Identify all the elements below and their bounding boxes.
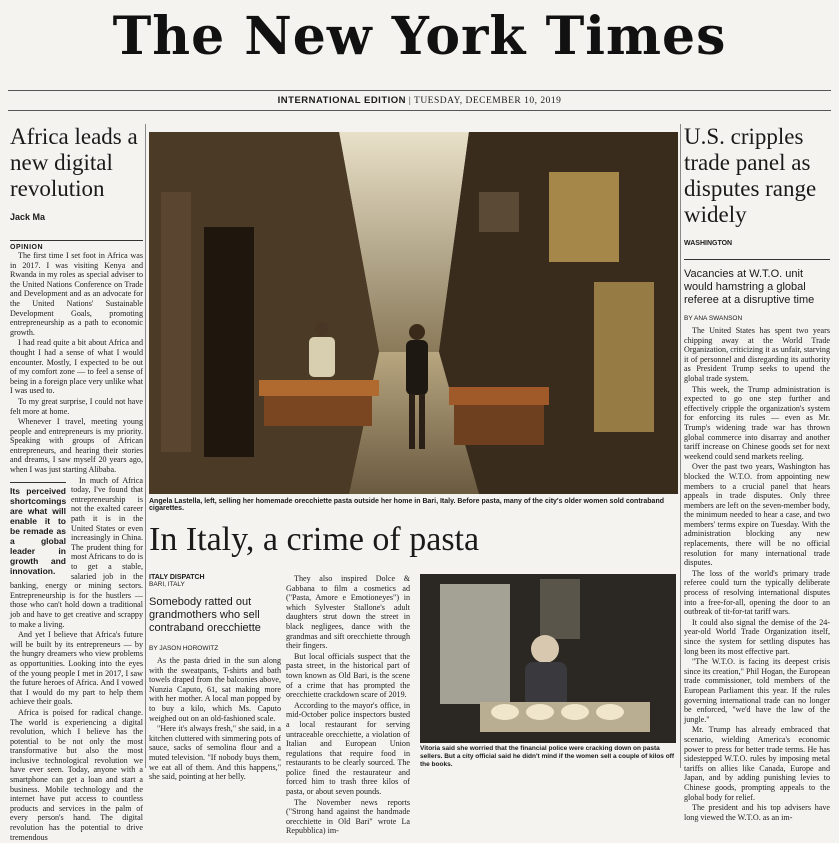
right-byline: BY ANA SWANSON: [684, 315, 743, 322]
paragraph: They also inspired Dolce & Gabbana to film a cosmetics ad ("Pasta, Amore e Emotioneyes") in which Sylvester Stallone's adult daughters strut down the street in black negligees, dance with the grandmas and sift orecchiette through their fingers.: [286, 574, 410, 651]
paragraph: "The W.T.O. is facing its deepest crisis since its creation," Phil Hogan, the European trade commissioner, told members of the European Parliament this year. If the rules governing international trade can no longer be enforced, "we'd have the law of the jungle.": [684, 657, 830, 724]
main-photo-caption: Angela Lastella, left, selling her homemade orecchiette pasta outside her home in Bari, Italy. Before pasta, many of the city's older women sold contraband cigarettes.: [149, 498, 664, 512]
paragraph: And yet I believe that Africa's future will be built by its entrepreneurs — by the hungry dreamers who view problems as opportunities. Looking into the eyes of the young people I met in 2017, I saw the future heroes of Africa. And I vowed that I would do my part to help them achieve their goals.: [10, 630, 143, 707]
italy-byline: BY JASON HOROWITZ: [149, 645, 219, 652]
edition-dateline: [0, 95, 839, 106]
paragraph: In much of Africa today, I've found that entrepreneurship is not the exalted career path it is in the United States or even increasingly in China. The prudent thing for most Africans to do is to get a stable, salaried job in the banking, energy or mining sectors. Entrepreneurship is for the hustlers — those who can't hold down a traditional job and have to get creative and scrappy to make a living.: [10, 475, 143, 629]
italy-article-col1: [149, 574, 281, 783]
dateline-rule: [8, 110, 831, 111]
paragraph: According to the mayor's office, in mid-October police inspectors busted a local restaurant for serving untraceable orecchiette, a violation of Italian and European Union regulations that require food in restaurants to be clearly sourced. The police fined the restaurateur and forced him to trash three kilos of pasta, or about seven pounds.: [286, 700, 410, 797]
column-divider: [145, 124, 146, 768]
newspaper-title: The New York Times: [112, 6, 727, 67]
italy-kicker: ITALY DISPATCH: [149, 574, 205, 581]
pasta-seller-photo[interactable]: [420, 574, 676, 743]
dateline-separator: |: [408, 96, 412, 106]
right-dateline: WASHINGTON: [684, 240, 733, 247]
masthead-rule: [8, 90, 831, 91]
paragraph: The United States has spent two years chipping away at the World Trade Organization, criticizing it as unfair, starving it of personnel and disregarding its authority as President Trump seeks to upend the global trade system.: [684, 326, 830, 383]
paragraph: The president and his top advisers have long viewed the W.T.O. as an im-: [684, 803, 830, 822]
paragraph: To my great surprise, I could not have felt more at home.: [10, 396, 143, 416]
italy-article-col2: [286, 574, 410, 837]
pasta-seller-image: [420, 574, 676, 743]
left-body: [10, 251, 143, 842]
pasta-photo-caption: Vitoria said she worried that the financial police were cracking down on pasta sellers. But a city official said he didn't mind if the women sell a couple of kilos off the books.: [420, 745, 675, 768]
left-byline: Jack Ma: [10, 212, 46, 222]
paragraph: Whenever I travel, meeting young people and entrepreneurs is my priority. Speaking with groups of African entrepreneurs, and hearing their stories and dreams, I saw myself 20 years ago, when I was just starting Alibaba.: [10, 417, 143, 475]
italy-dateline: BARI, ITALY: [149, 581, 185, 588]
paragraph: The first time I set foot in Africa was in 2017. I was visiting Kenya and Rwanda in my roles as special adviser to the United Nations Conference on Trade and Development and as an advocate for the United Nations' Sustainable Development Goals, promoting entrepreneurship as a path to economic growth.: [10, 251, 143, 337]
pull-quote: Its perceived shortcomings are what will enable it to be remade as a global leader in growth and innovation.: [10, 482, 66, 576]
paragraph: As the pasta dried in the sun along with the sweatpants, T-shirts and bath towels draped from the balconies above, Nunzia Caputo, 61, sat making more with her mother. A local man popped by to buy a kilo, which Ms. Caputo weighed out on an old-fashioned scale.: [149, 656, 281, 723]
main-photo[interactable]: [149, 132, 678, 494]
edition-label: INTERNATIONAL EDITION: [277, 95, 407, 106]
alley-scene-image: [149, 132, 678, 494]
left-article: [10, 124, 143, 843]
paragraph: I had read quite a bit about Africa and thought I had a sense of what I would encounter. Mostly, I expected to be out of my comfort zone — to feel a sense of being in a foreign place very unlike what I was used to.: [10, 338, 143, 396]
paragraph: This week, the Trump administration is expected to go one step further and effectively cripple the organization's system for enforcing its rules — even as Mr. Trump's widening trade war has thrown global commerce into disarray and another tariff increase on Chinese goods set for next weekend could send markets reeling.: [684, 384, 830, 461]
italy-headline[interactable]: In Italy, a crime of pasta: [149, 521, 480, 558]
left-headline[interactable]: Africa leads a new digital revolution: [10, 124, 138, 201]
italy-subhead: Somebody ratted out grandmothers who sell contraband orecchiette: [149, 596, 261, 634]
section-label: OPINION: [10, 240, 143, 251]
paragraph: Africa is poised for radical change. The world is experiencing a digital revolution, which I believe has the potential to be not only the most transformative but also the most inclusive technological revolution we have ever seen. Today, anyone with a smartphone can get a loan and start a business. Mobile technology and the internet have put access to countless products and services in the palm of every person's hand. The digital revolution has the potential to drive tremendous: [10, 707, 143, 842]
paragraph: The loss of the world's primary trade referee could turn the typically deliberate process of resolving international disputes into a free-for-all, opening the door to an outbreak of tit-for-tat tariff wars.: [684, 568, 830, 617]
column-divider: [680, 124, 681, 768]
right-article: [684, 124, 830, 823]
issue-date: TUESDAY, DECEMBER 10, 2019: [414, 96, 562, 106]
paragraph: The November news reports ("Strong hand against the handmade orecchiette in Old Bari" wrote La Repubblica) im-: [286, 797, 410, 836]
masthead: [0, 0, 839, 112]
right-headline[interactable]: U.S. cripples trade panel as disputes range widely: [684, 124, 817, 227]
paragraph: It could also signal the demise of the 24-year-old World Trade Organization itself, since the system for settling disputes has long been its most effective part.: [684, 617, 830, 656]
right-subhead: Vacancies at W.T.O. unit would hamstring a global referee at a disruptive time: [684, 259, 830, 307]
paragraph: But local officials suspect that the pasta street, in the historical part of town known as Old Bari, is the scene of a crime that has prompted the orecchiette crackdown scare of 2019.: [286, 651, 410, 700]
paragraph: Over the past two years, Washington has blocked the W.T.O. from appointing new members to a crucial panel that hears appeals in trade disputes. Only three members are left on the seven-member body, the minimum needed to hear a case, and two members' terms expire on Tuesday. With the administration blocking any new replacements, there will be no official resolution for many international trade disputes.: [684, 462, 830, 568]
paragraph: "Here it's always fresh," she said, in a kitchen cluttered with simmering pots of sauce, sacks of semolina flour and a muted television. "If nobody buys them, we eat all of them. And this happens," she said, pointing at her belly.: [149, 724, 281, 782]
paragraph: Mr. Trump has already embraced that scenario, wielding America's economic power to press for better trade terms. He has sidestepped W.T.O. rules by imposing metal tariffs on allies like Canada, Europe and Japan, and by adding punishing levies to Chinese goods, prompting appeals to the global body for relief.: [684, 725, 830, 802]
